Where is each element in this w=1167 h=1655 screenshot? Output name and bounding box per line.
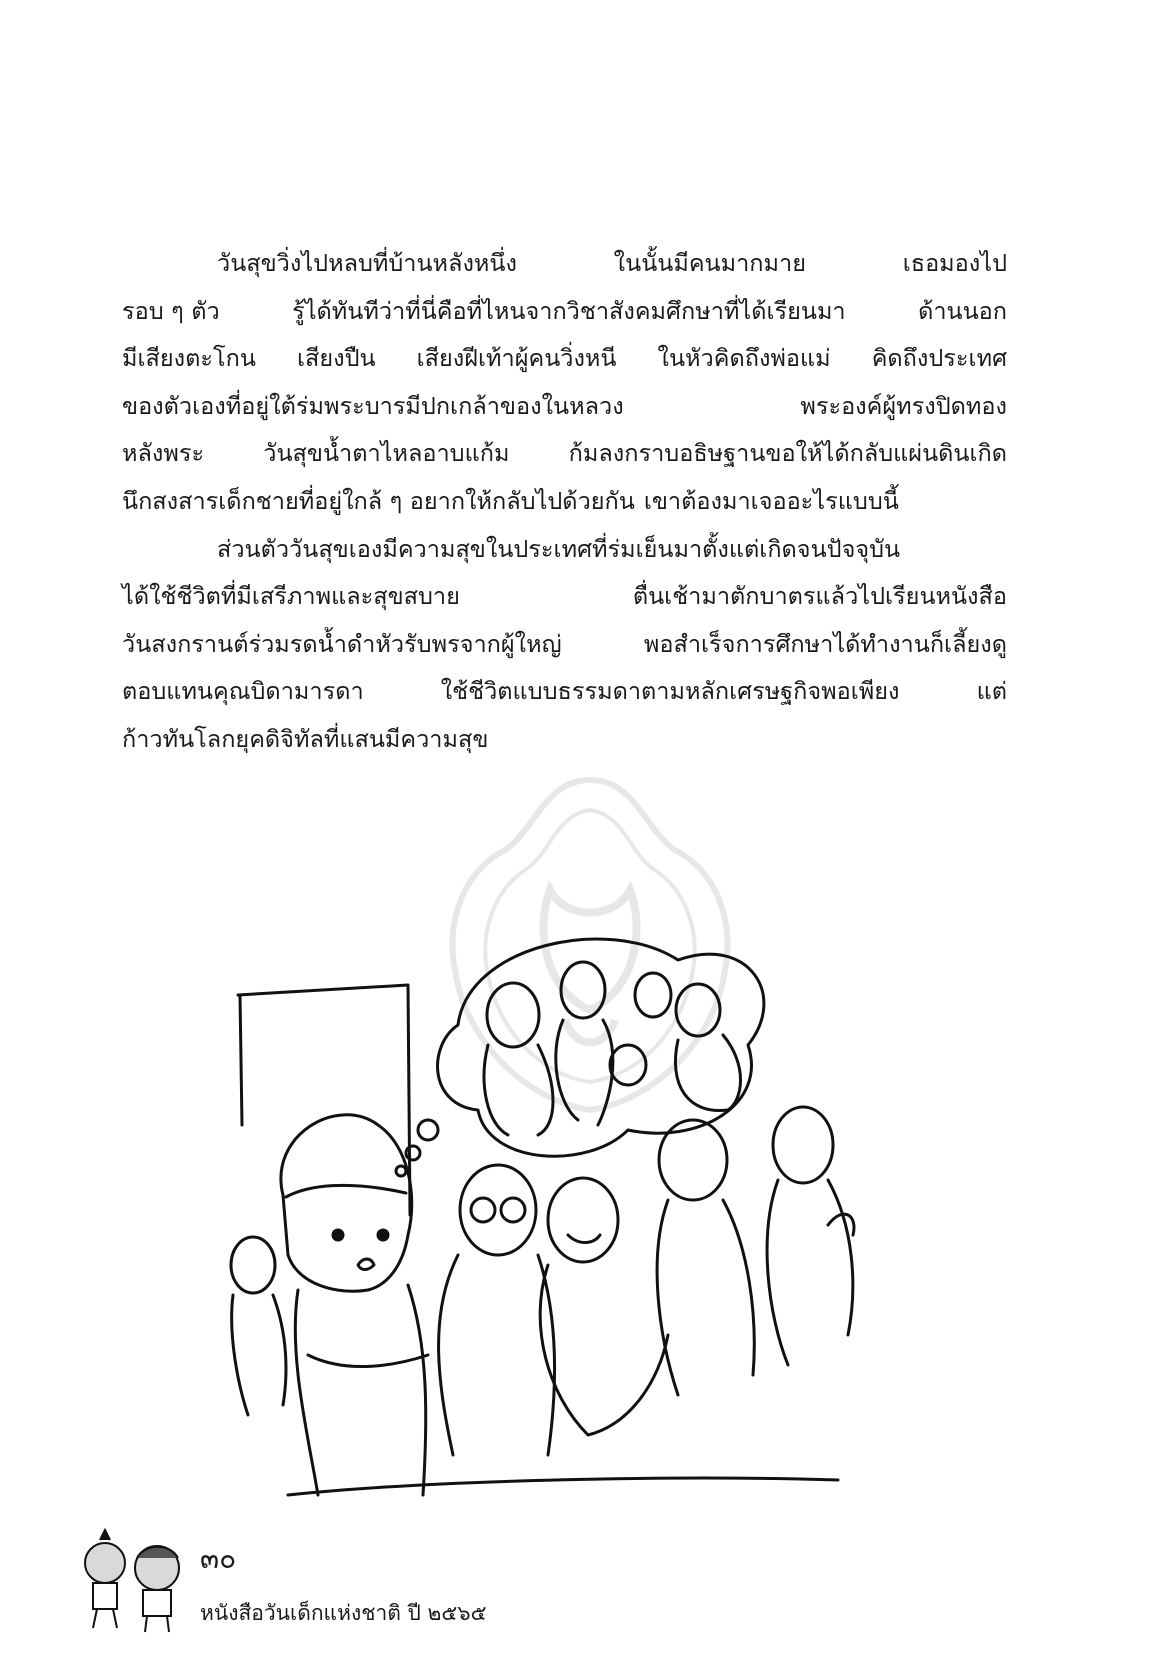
text-segment: ในหัวคิดถึงพ่อแม่ [657,344,831,373]
text-segment: ด้านนอก [918,296,1007,325]
body-text [122,240,1007,764]
text-line [122,478,1007,526]
woman-head [659,1120,727,1200]
page-number: ๓๐ [200,1542,237,1575]
table-edge [288,1478,838,1495]
text-segment: เสียงปืน [296,344,376,373]
text-line [122,526,1007,574]
man-head [773,1107,833,1183]
text-line [122,621,1007,669]
child-head [610,1045,646,1085]
text-segment: ก้มลงกราบอธิษฐานขอให้ได้กลับแผ่นดินเกิด [568,439,1007,468]
text-segment: ใช้ชีวิตแบบธรรมดาตามหลักเศรษฐกิจพอเพียง [440,677,900,706]
text-line [122,240,1007,288]
small-child-head [231,1237,275,1293]
text-segment: รอบ ๆ ตัว [122,296,220,325]
illustration [228,935,898,1535]
text-segment: คิดถึงประเทศ [871,344,1007,373]
text-line [122,288,1007,336]
text-segment: ในนั้นมีคนมากมาย [613,249,806,277]
text-segment: พอสำเร็จการศึกษาได้ทำงานก็เลี้ยงดู [643,629,1007,658]
text-segment: วันสุขวิ่งไปหลบที่บ้านหลังหนึ่ง [217,249,517,277]
text-segment: แต่ [976,677,1007,706]
grandfather-head [635,973,671,1017]
text-line [122,716,1007,764]
text-segment: วันสุขน้ำตาไหลอาบแก้ม [263,439,510,468]
mother-head [487,983,539,1047]
book-title: หนังสือวันเด็กแห่งชาติ ปี ๒๕๖๕ [200,1601,487,1625]
father-head [561,962,605,1018]
text-segment: ตอบแทนคุณบิดามารดา [122,677,364,706]
text-segment: นึกสงสารเด็กชายที่อยู่ใกล้ ๆ อยากให้กลับไปด้วยกัน [122,486,635,515]
text-line [122,335,1007,383]
text-segment: มีเสียงตะโกน [122,344,256,373]
thought-dot [418,1120,438,1140]
text-segment: ของตัวเองที่อยู่ใต้ร่มพระบารมีปกเกล้าของในหลวง [122,391,624,420]
text-segment: เสียงฝีเท้าผู้คนวิ่งหนี [416,344,617,373]
text-segment: รู้ได้ทันทีว่าที่นี่คือที่ไหนจากวิชาสังคมศึกษาที่ได้เรียนมา [292,296,846,325]
crying-man-head [548,1178,618,1262]
mascot-characters-icon [75,1528,195,1638]
text-segment: ก้าวทันโลกยุคดิจิทัลที่แสนมีความสุข [122,724,489,753]
text-segment: เธอมองไป [902,249,1007,277]
girl-head [281,1115,412,1291]
text-segment: ได้ใช้ชีวิตที่มีเสรีภาพและสุขสบาย [122,582,460,611]
text-segment: เขาต้องมาเจออะไรแบบนี้ [643,486,899,515]
grandmother-head [676,984,720,1036]
text-line [122,383,1007,431]
text-segment: ตื่นเช้ามาตักบาตรแล้วไปเรียนหนังสือ [632,582,1007,611]
text-line [122,430,1007,478]
text-segment: หลังพระ [122,439,205,468]
door-frame [238,985,410,1215]
text-line [122,668,1007,716]
text-line [122,573,1007,621]
text-segment: วันสงกรานต์ร่วมรดน้ำดำหัวรับพรจากผู้ใหญ่ [122,629,562,658]
text-segment: พระองค์ผู้ทรงปิดทอง [800,391,1007,420]
text-segment: ส่วนตัววันสุขเองมีความสุขในประเทศที่ร่มเย็นมาตั้งแต่เกิดจนปัจจุบัน [217,534,901,563]
